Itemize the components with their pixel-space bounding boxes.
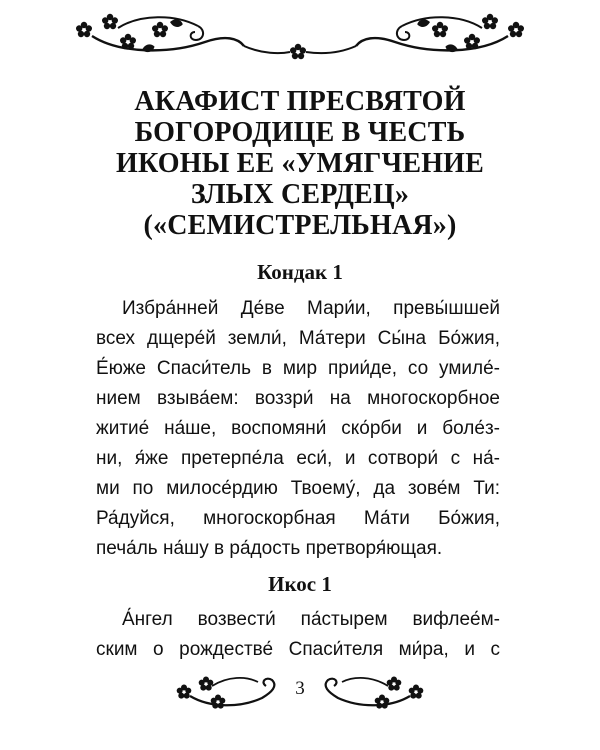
text-line: нием взыва́ем: воззри́ на многоскорбное bbox=[96, 388, 500, 409]
ikos-heading: Икос 1 bbox=[268, 572, 332, 596]
page-number: 3 bbox=[295, 678, 305, 699]
floral-scroll-ornament-icon bbox=[0, 8, 600, 64]
title-line: («СЕМИСТРЕЛЬНАЯ») bbox=[143, 210, 457, 241]
title-line: ЗЛЫХ СЕРДЕЦ» bbox=[190, 179, 410, 210]
ikos-paragraph bbox=[96, 605, 500, 665]
text-line: ми по милосе́рдию Твоему́, да зове́м Ти: bbox=[96, 478, 500, 499]
kondak-paragraph bbox=[96, 294, 500, 564]
title-line: ИКОНЫ ЕЕ «УМЯГЧЕНИЕ bbox=[115, 148, 485, 179]
page-title bbox=[60, 86, 540, 241]
text-line: Е́юже Спаси́тель в мир прии́де, со умиле́- bbox=[96, 358, 500, 379]
text-line: печа́ль на́шу в ра́дость претворя́ющая. bbox=[96, 538, 443, 559]
title-line: АКАФИСТ ПРЕСВЯТОЙ bbox=[134, 86, 466, 117]
text-line: Избра́нней Де́ве Мари́и, превы́шшей bbox=[122, 298, 500, 319]
title-line: БОГОРОДИЦЕ В ЧЕСТЬ bbox=[134, 117, 466, 148]
kondak-heading: Кондак 1 bbox=[257, 260, 343, 284]
text-line: ни, я́же претерпе́ла еси́, и сотвори́ с на́- bbox=[96, 448, 500, 469]
text-line: житие́ на́ше, воспомяни́ ско́рби и боле́з- bbox=[96, 418, 500, 439]
text-line: ским о рождестве́ Спаси́теля ми́ра, и с bbox=[96, 639, 500, 660]
top-ornament bbox=[0, 8, 600, 64]
text-line: Ра́дуйся, многоскорбная Ма́ти Бо́жия, bbox=[96, 508, 500, 529]
text-line: А́нгел возвести́ па́стырем вифлее́м- bbox=[122, 609, 500, 630]
text-line: всех дщере́й земли́, Ма́тери Сы́на Бо́жия, bbox=[96, 328, 500, 349]
